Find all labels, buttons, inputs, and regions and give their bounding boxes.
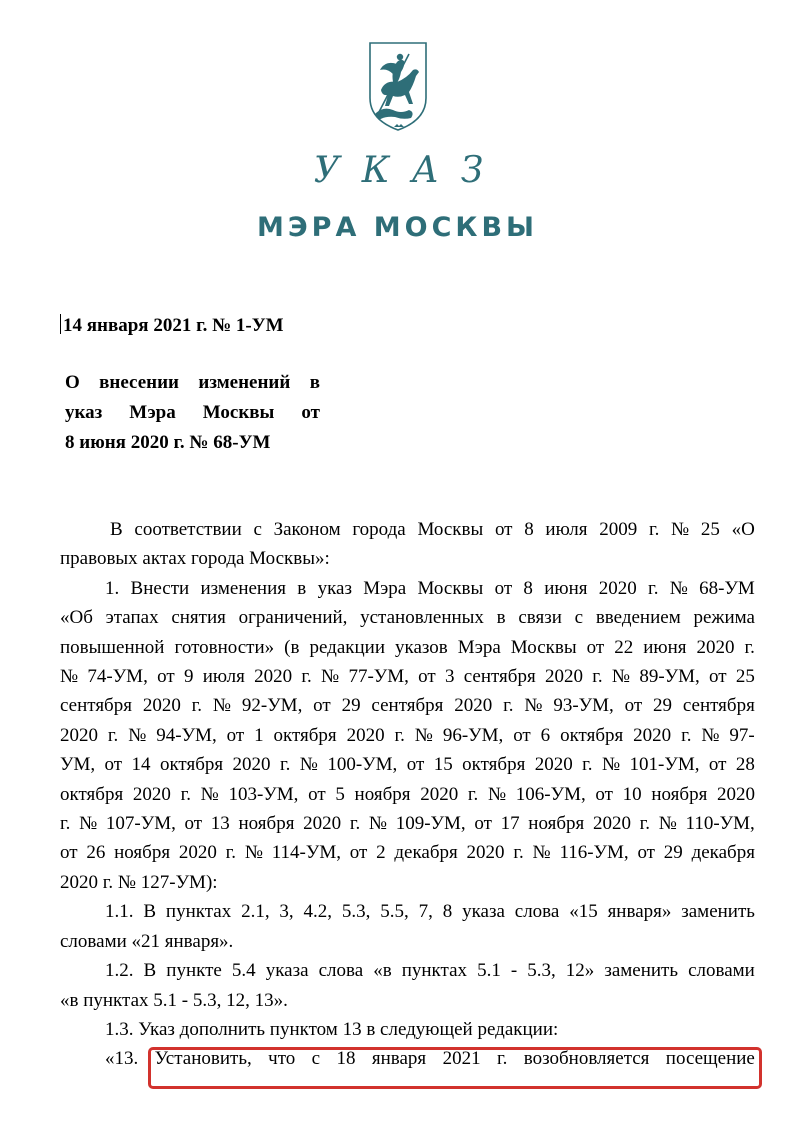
subject-line	[65, 368, 320, 398]
document-subtitle: МЭРА МОСКВЫ	[256, 212, 539, 243]
body-line: г. № 107-УМ, от 13 ноября 2020 г. № 109-УМ, от 17 ноября 2020 г. № 110-УМ,	[60, 813, 755, 835]
date-and-number	[60, 314, 284, 337]
body-line: 2020 г. № 127-УМ):	[60, 871, 218, 893]
body-line: 1.2. В пункте 5.4 указа слова «в пунктах 5.1 - 5.3, 12» заменить словами	[105, 960, 755, 982]
subject-word: О	[65, 372, 80, 393]
subject-word: изменений	[198, 372, 291, 393]
red-highlight-box	[148, 1047, 762, 1089]
body-line: 2020 г. № 94-УМ, от 1 октября 2020 г. № 96-УМ, от 6 октября 2020 г. № 97-	[60, 724, 755, 746]
body-line: 1. Внести изменения в указ Мэра Москвы от 8 июня 2020 г. № 68-УМ	[105, 577, 755, 599]
subject-word: от	[301, 402, 320, 423]
body-line: словами «21 января».	[60, 930, 234, 952]
body-line: 1.1. В пунктах 2.1, 3, 4.2, 5.3, 5.5, 7, 8 указа слова «15 января» заменить	[105, 901, 755, 923]
moscow-coat-of-arms-icon	[367, 40, 429, 132]
document-subject	[65, 368, 320, 458]
text-cursor	[60, 314, 61, 334]
subject-word: в	[309, 372, 320, 393]
body-line: октября 2020 г. № 103-УМ, от 5 ноября 2020 г. № 106-УМ, от 10 ноября 2020	[60, 783, 755, 805]
document-body	[60, 515, 755, 1074]
subject-word: Москвы	[202, 402, 275, 423]
body-line: от 26 ноября 2020 г. № 114-УМ, от 2 декабря 2020 г. № 116-УМ, от 29 декабря	[60, 842, 755, 864]
document-title: УКАЗ	[313, 150, 506, 191]
subject-word: указ	[65, 402, 103, 423]
subject-line	[65, 398, 320, 428]
body-line: В соответствии с Законом города Москвы от 8 июля 2009 г. № 25 «О	[110, 519, 755, 540]
body-line: «13. Установить, что с 18 января 2021 г. возобновляется посещение	[105, 1048, 755, 1070]
body-line: «Об этапах снятия ограничений, установленных в связи с введением режима	[60, 607, 755, 629]
body-line: сентября 2020 г. № 92-УМ, от 29 сентября 2020 г. № 93-УМ, от 29 сентября	[60, 695, 755, 717]
subject-word: 8 июня 2020 г. № 68-УМ	[65, 432, 271, 453]
body-line: 1.3. Указ дополнить пунктом 13 в следующей редакции:	[105, 1018, 559, 1040]
subject-word: Мэра	[129, 402, 176, 423]
subject-word: внесении	[99, 372, 179, 393]
body-line: № 74-УМ, от 9 июля 2020 г. № 77-УМ, от 3 сентября 2020 г. № 89-УМ, от 25	[60, 666, 755, 688]
body-line: «в пунктах 5.1 - 5.3, 12, 13».	[60, 989, 288, 1011]
body-line: УМ, от 14 октября 2020 г. № 100-УМ, от 15 октября 2020 г. № 101-УМ, от 28	[60, 754, 755, 776]
subject-line	[65, 428, 320, 458]
body-line: правовых актах города Москвы»:	[60, 548, 330, 570]
body-line: повышенной готовности» (в редакции указов Мэра Москвы от 22 июня 2020 г.	[60, 636, 755, 658]
date-number-text: 14 января 2021 г. № 1-УМ	[63, 315, 284, 336]
